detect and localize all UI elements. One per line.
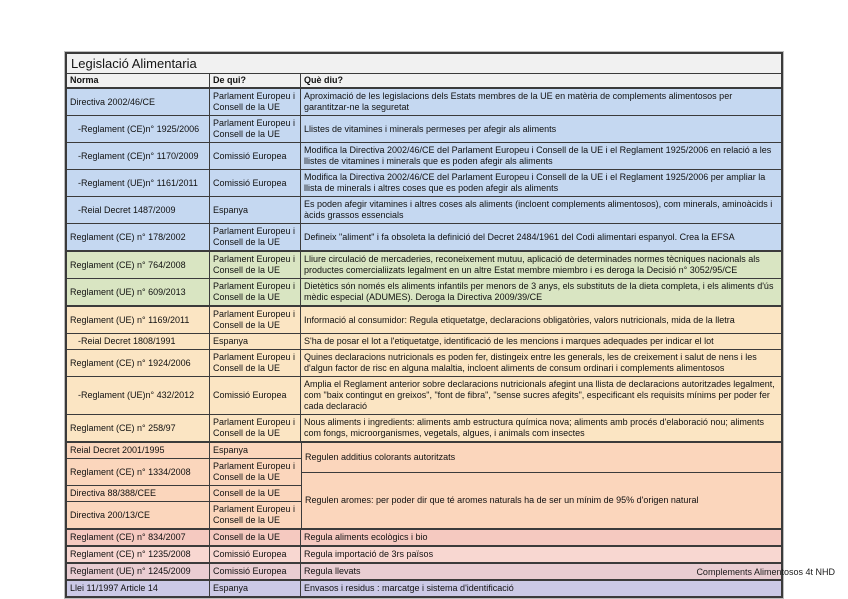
norma-cell: -Reglament (UE)n° 1161/2011 bbox=[67, 170, 210, 196]
de-qui-cell: Espanya bbox=[210, 581, 301, 596]
de-qui-cell: Comissió Europea bbox=[210, 377, 301, 414]
table-row bbox=[67, 223, 781, 250]
table-row bbox=[67, 562, 781, 579]
merged-section-left bbox=[67, 443, 301, 528]
table-row bbox=[67, 458, 301, 485]
que-diu-cell: Dietètics són només els aliments infantils per menors de 3 anys, els substituts de la dieta completa, i els aliments d'ús mèdic especial (ADUMES). Deroga la Directiva 2009/39/CE bbox=[301, 279, 781, 305]
legislation-table bbox=[65, 52, 783, 598]
que-diu-cell: Defineix "aliment" i fa obsoleta la definició del Decret 2484/1961 del Codi alimentari espanyol. Crea la EFSA bbox=[301, 224, 781, 250]
merged-section-right bbox=[302, 443, 781, 528]
que-diu-cell: Regula llevats bbox=[301, 564, 781, 579]
table-row bbox=[67, 305, 781, 333]
norma-cell: Reglament (UE) n° 609/2013 bbox=[67, 279, 210, 305]
de-qui-cell: Parlament Europeu i Consell de la UE bbox=[210, 279, 301, 305]
de-qui-cell: Comissió Europea bbox=[210, 564, 301, 579]
de-qui-cell: Consell de la UE bbox=[210, 486, 301, 501]
norma-cell: Reglament (CE) n° 178/2002 bbox=[67, 224, 210, 250]
que-diu-cell: Aproximació de les legislacions dels Estats membres de la UE en matèria de complements alimentosos per garantitzar-ne la seguretat bbox=[301, 89, 781, 115]
que-diu-merged-cell: Regulen additius colorants autoritzats bbox=[302, 443, 781, 473]
que-diu-cell: Nous aliments i ingredients: aliments amb estructura química nova; aliments amb procés d'elaboració nou; aliments com fongs, microorganismes, vegetals, algues, i animals com insectes bbox=[301, 415, 781, 441]
header-de-qui: De qui? bbox=[210, 74, 301, 87]
table-row bbox=[67, 579, 781, 596]
table-row bbox=[67, 196, 781, 223]
norma-cell: -Reial Decret 1808/1991 bbox=[67, 334, 210, 349]
norma-cell: Reglament (CE) n° 258/97 bbox=[67, 415, 210, 441]
de-qui-cell: Comissió Europea bbox=[210, 170, 301, 196]
table-row bbox=[67, 501, 301, 528]
table-row bbox=[67, 545, 781, 562]
table-row bbox=[67, 414, 781, 441]
de-qui-cell: Parlament Europeu i Consell de la UE bbox=[210, 502, 301, 528]
de-qui-cell: Parlament Europeu i Consell de la UE bbox=[210, 224, 301, 250]
que-diu-cell: Quines declaracions nutricionals es poden fer, distingeix entre les generals, les de creixement i salut de nens i les d'algun factor de risc en alguna malaltia, incloent aliments de consum ordinari i complements alimentosos bbox=[301, 350, 781, 376]
de-qui-cell: Parlament Europeu i Consell de la UE bbox=[210, 307, 301, 333]
norma-cell: Reglament (UE) n° 1245/2009 bbox=[67, 564, 210, 579]
norma-cell: -Reial Decret 1487/2009 bbox=[67, 197, 210, 223]
norma-cell: -Reglament (UE)n° 432/2012 bbox=[67, 377, 210, 414]
de-qui-cell: Espanya bbox=[210, 443, 301, 458]
table-row bbox=[67, 278, 781, 305]
de-qui-cell: Parlament Europeu i Consell de la UE bbox=[210, 89, 301, 115]
norma-cell: Directiva 88/388/CEE bbox=[67, 486, 210, 501]
de-qui-cell: Parlament Europeu i Consell de la UE bbox=[210, 415, 301, 441]
de-qui-cell: Comissió Europea bbox=[210, 547, 301, 562]
que-diu-cell: Regula importació de 3rs països bbox=[301, 547, 781, 562]
footer-caption: Complements Alimentosos 4t NHD bbox=[696, 567, 835, 577]
de-qui-cell: Parlament Europeu i Consell de la UE bbox=[210, 350, 301, 376]
norma-cell: Directiva 200/13/CE bbox=[67, 502, 210, 528]
norma-cell: Reglament (CE) n° 834/2007 bbox=[67, 530, 210, 545]
de-qui-cell: Consell de la UE bbox=[210, 530, 301, 545]
table-row bbox=[67, 115, 781, 142]
de-qui-cell: Parlament Europeu i Consell de la UE bbox=[210, 459, 301, 485]
table-row bbox=[67, 443, 301, 458]
norma-cell: Reglament (UE) n° 1169/2011 bbox=[67, 307, 210, 333]
table-row bbox=[67, 89, 781, 115]
que-diu-merged-cell: Regulen aromes: per poder dir que té aromes naturals ha de ser un mínim de 95% d'origen natural bbox=[302, 473, 781, 528]
table-body-top bbox=[67, 89, 781, 441]
table-row bbox=[67, 485, 301, 501]
norma-cell: -Reglament (CE)n° 1170/2009 bbox=[67, 143, 210, 169]
norma-cell: Reial Decret 2001/1995 bbox=[67, 443, 210, 458]
norma-cell: Reglament (CE) n° 764/2008 bbox=[67, 252, 210, 278]
que-diu-cell: Regula aliments ecològics i bio bbox=[301, 530, 781, 545]
norma-cell: -Reglament (CE)n° 1925/2006 bbox=[67, 116, 210, 142]
merged-rows-section bbox=[67, 441, 781, 528]
table-body-bottom bbox=[67, 528, 781, 596]
norma-cell: Llei 11/1997 Article 14 bbox=[67, 581, 210, 596]
table-row bbox=[67, 528, 781, 545]
que-diu-cell: Informació al consumidor: Regula etiquetatge, declaracions obligatòries, valors nutricionals, mida de la lletra bbox=[301, 307, 781, 333]
norma-cell: Directiva 2002/46/CE bbox=[67, 89, 210, 115]
table-header-row bbox=[67, 73, 781, 89]
que-diu-cell: Envasos i residus : marcatge i sistema d'identificació bbox=[301, 581, 781, 596]
table-title: Legislació Alimentaria bbox=[67, 54, 781, 73]
norma-cell: Reglament (CE) n° 1235/2008 bbox=[67, 547, 210, 562]
que-diu-cell: Lliure circulació de mercaderies, reconeixement mutuu, aplicació de determinades normes tècniques nacionals als productes comercialiizats legalment en un altre Estat membre miembro i es deroga la Decisió n° 3052/95/CE bbox=[301, 252, 781, 278]
table-row bbox=[67, 333, 781, 349]
table-row bbox=[67, 142, 781, 169]
de-qui-cell: Parlament Europeu i Consell de la UE bbox=[210, 116, 301, 142]
que-diu-cell: Llistes de vitamines i minerals permeses per afegir als aliments bbox=[301, 116, 781, 142]
norma-cell: Reglament (CE) n° 1334/2008 bbox=[67, 459, 210, 485]
table-row bbox=[67, 250, 781, 278]
de-qui-cell: Comissió Europea bbox=[210, 143, 301, 169]
table-row bbox=[67, 376, 781, 414]
que-diu-cell: Es poden afegir vitamines i altres coses als aliments (incloent complements alimentosos), com minerals, aminoàcids i àcids grassos essencials bbox=[301, 197, 781, 223]
header-que-diu: Què diu? bbox=[304, 75, 343, 85]
de-qui-cell: Espanya bbox=[210, 334, 301, 349]
de-qui-cell: Espanya bbox=[210, 197, 301, 223]
que-diu-cell: Modifica la Directiva 2002/46/CE del Parlament Europeu i Consell de la UE i el Reglament 1925/2006 en relació a les llistes de vitamines i minerals que es poden afegir als aliments bbox=[301, 143, 781, 169]
que-diu-cell: S'ha de posar el lot a l'etiquetatge, identificació de les mencions i marques adequades per indicar el lot bbox=[301, 334, 781, 349]
que-diu-cell: Amplia el Reglament anterior sobre declaracions nutricionals afegint una llista de declaracions autoritzades legalment, com "baix contingut en greixos", "font de fibra", "sense sucres afegits", especificant els requisits mínims per poder fer cada declaració bbox=[301, 377, 781, 414]
que-diu-cell: Modifica la Directiva 2002/46/CE del Parlament Europeu i Consell de la UE i el Reglament 1925/2006 per ampliar la llista de minerals i altres coses que es poden afegir als aliments bbox=[301, 170, 781, 196]
norma-cell: Reglament (CE) n° 1924/2006 bbox=[67, 350, 210, 376]
de-qui-cell: Parlament Europeu i Consell de la UE bbox=[210, 252, 301, 278]
table-row bbox=[67, 169, 781, 196]
table-row bbox=[67, 349, 781, 376]
header-norma: Norma bbox=[67, 74, 210, 87]
